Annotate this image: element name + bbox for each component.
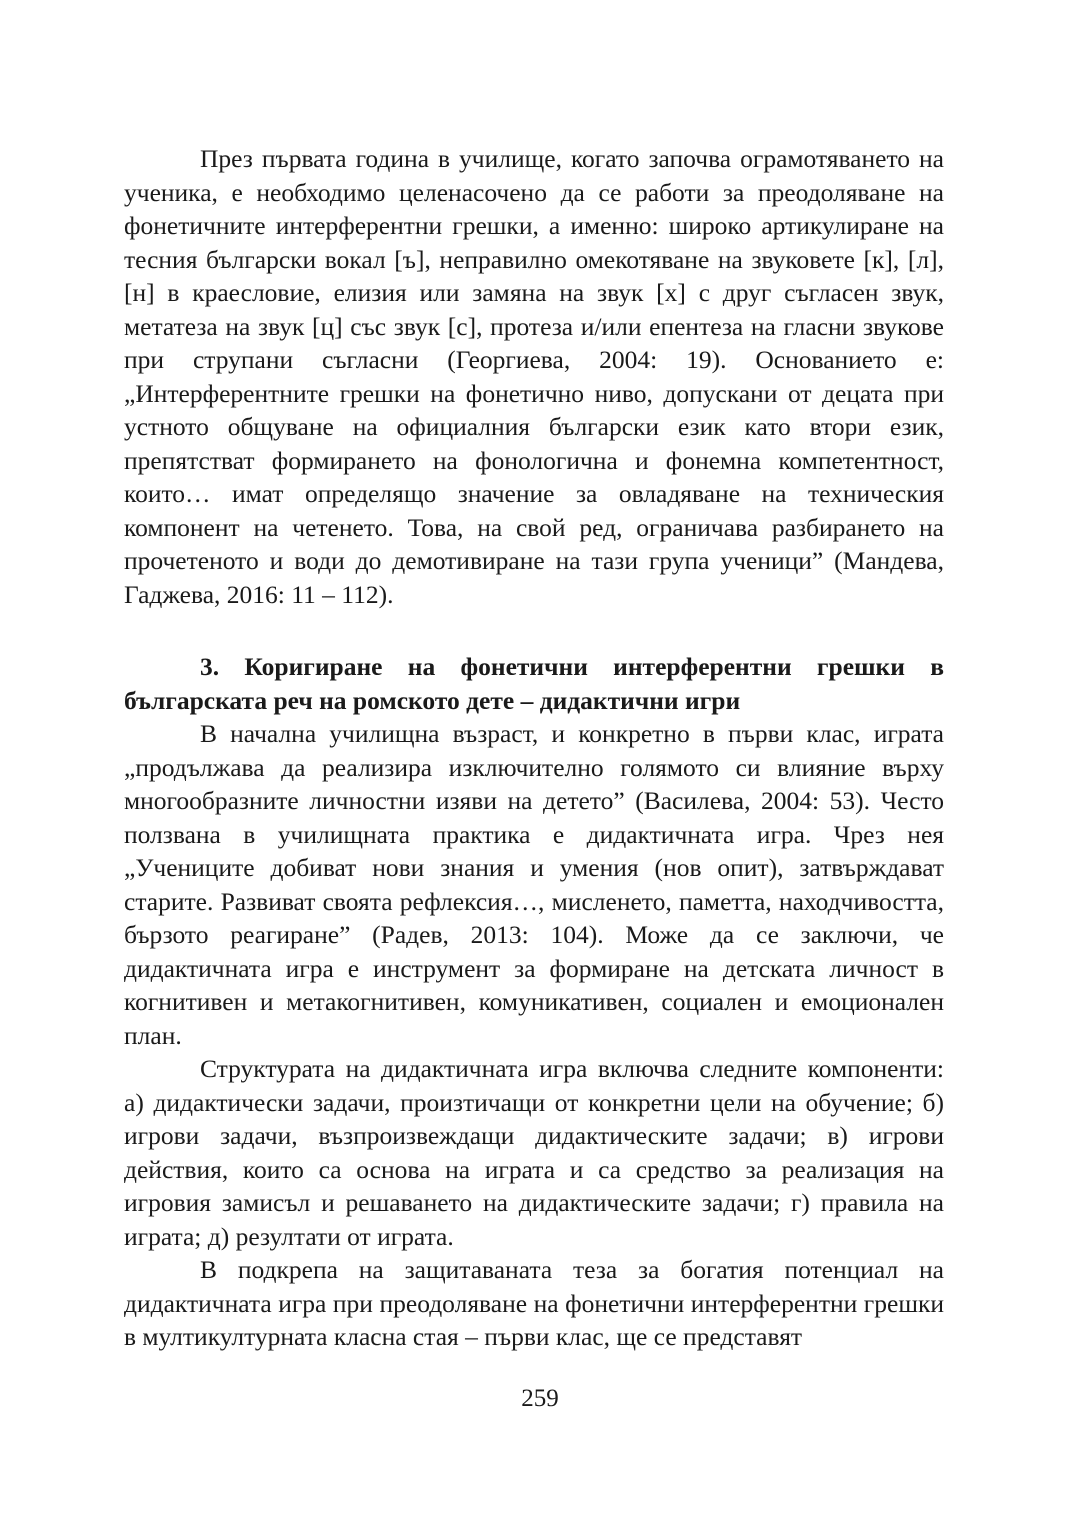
paragraph-1: През първата година в училище, когато започва ограмотяването на ученика, е необходимо целенасочено да се работи за преодоляване на фонетичните интерферентни грешки, а именно: широко артикулиране на тесния български вокал [ъ], неправилно омекотяване на звуковете [к], [л], [н] в краесловие, елизия или замяна на звук [х] с друг съгласен звук, метатеза на звук [ц] със звук [с], протеза и/или епентеза на гласни звукове при струпани съгласни (Георгиева, 2004: 19). Основанието е: „Интерферентните грешки на фонетично ниво, допускани от децата при устното общуване на официалния български език като втори език, препятстват формирането на фонологична и фонемна компетентност, които… имат определящо значение за овладяване на техническия компонент на четенето. Това, на свой ред, ограничава разбирането на прочетеното и води до демотивиране на тази група ученици” (Мандева, Гаджева, 2016: 11 – 112). [124, 144, 944, 609]
paragraph-2: В начална училищна възраст, и конкретно в първи клас, играта „продължава да реализира изключително голямото си влияние върху многообразните личностни изяви на детето” (Василева, 2004: 53). Често ползвана в училищната практика е дидактичната игра. Чрез нея „Учениците добиват нови знания и умения (нов опит), затвърждават старите. Развиват своята рефлексия…, мисленето, паметта, находчивостта, бързото реагиране” (Радев, 2013: 104). Може да се заключи, че дидактичната игра е инструмент за формиране на детската личност в когнитивен и метакогнитивен, комуникативен, социален и емоционален план. [124, 719, 944, 1050]
page-body [124, 142, 944, 1354]
paragraph-3: Структурата на дидактичната игра включва следните компоненти: а) дидактически задачи, произтичащи от конкретни цели на обучение; б) игрови задачи, възпроизвеждащи дидактическите задачи; в) игрови действия, които са основа на играта и са средство за реализация на игровия замисъл и решаването на дидактическите задачи; г) правила на играта; д) резултати от играта. [124, 1054, 944, 1251]
section-heading: 3. Коригиране на фонетични интерферентни грешки в българската реч на ромското дете – дидактични игри [124, 652, 944, 715]
paragraph-4: В подкрепа на защитаваната теза за богатия потенциал на дидактичната игра при преодоляване на фонетични интерферентни грешки в мултикултурната класна стая – първи клас, ще се представят [124, 1255, 944, 1351]
page-number: 259 [521, 1385, 559, 1412]
